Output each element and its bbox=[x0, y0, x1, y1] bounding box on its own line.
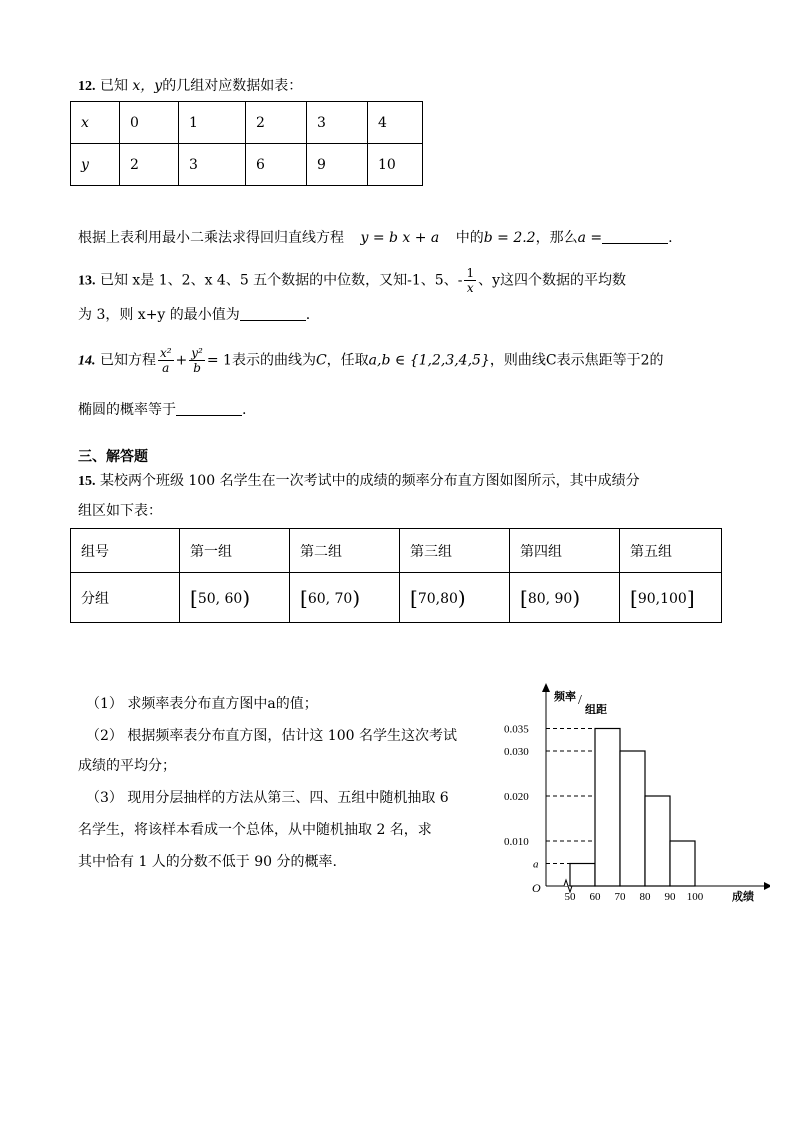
q15-text-1: 某校两个班级 100 名学生在一次考试中的成绩的频率分布直方图如图所示，其中成绩分 bbox=[99, 473, 640, 489]
q12-answer-blank[interactable] bbox=[602, 229, 668, 244]
q14-text-2: 椭圆的概率等于 bbox=[78, 402, 176, 418]
q12-end: . bbox=[668, 230, 673, 246]
q14-end: . bbox=[242, 402, 247, 418]
interval-body: 90,100 bbox=[637, 590, 687, 607]
q15-row-label: 分组 bbox=[71, 573, 180, 623]
y-label-top: 频率 bbox=[554, 691, 576, 703]
y-label-slash: / bbox=[578, 693, 582, 708]
interval-body: 70,80 bbox=[417, 590, 458, 607]
q13-end: . bbox=[305, 307, 311, 323]
y-label-bottom: 组距 bbox=[585, 704, 607, 716]
interval-open: [ bbox=[300, 585, 308, 610]
histogram-bar bbox=[620, 751, 645, 886]
q14-C: C bbox=[315, 352, 327, 369]
q12-y-cell: 6 bbox=[246, 144, 307, 186]
q15-part3c: 其中恰有 1 人的分数不低于 90 分的概率. bbox=[78, 854, 337, 870]
q15-interval-cell bbox=[400, 573, 510, 623]
q15-table bbox=[70, 528, 722, 623]
x-tick-label: 50 bbox=[564, 891, 576, 903]
q12-x-cell: 2 bbox=[246, 102, 307, 144]
x-tick-label: 90 bbox=[664, 891, 676, 903]
q13-text-2: 为 3，则 x+y 的最小值为 bbox=[78, 307, 240, 323]
q13-number: 13. bbox=[78, 273, 96, 289]
q14-f1-num: x² bbox=[159, 346, 172, 360]
q15-header-cell: 第二组 bbox=[290, 529, 400, 573]
x-tick-label: 60 bbox=[589, 891, 601, 903]
q12-x-cell: 0 bbox=[120, 102, 179, 144]
interval-open: [ bbox=[630, 585, 638, 610]
q14-f2-num: y² bbox=[191, 346, 203, 360]
x-tick-label: 80 bbox=[639, 891, 651, 903]
interval-close: ) bbox=[352, 585, 361, 610]
interval-open: [ bbox=[410, 585, 418, 610]
interval-open: [ bbox=[190, 585, 198, 610]
q13-fraction bbox=[464, 266, 476, 295]
q12-b-value: b = 2.2 bbox=[483, 230, 536, 246]
interval-body: 50, 60 bbox=[197, 590, 243, 607]
q14-fraction-1 bbox=[158, 346, 174, 375]
q15-line2: 组区如下表： bbox=[78, 503, 162, 519]
q15-part1: （1） 求频率表分布直方图中a的值； bbox=[86, 696, 318, 712]
q13-text-1-tail: 、y这四个数据的平均数 bbox=[478, 272, 627, 289]
histogram-chart bbox=[500, 682, 770, 912]
q13-frac-den: x bbox=[466, 281, 474, 295]
q12-y-cell: 3 bbox=[179, 144, 246, 186]
q14-text-b: = 1表示的曲线为 bbox=[206, 352, 316, 369]
q15-part3b: 名学生，将该样本看成一个总体，从中随机抽取 2 名，求 bbox=[78, 822, 432, 838]
interval-body: 60, 70 bbox=[307, 590, 353, 607]
q15-interval-cell bbox=[620, 573, 722, 623]
histogram-bar bbox=[645, 796, 670, 886]
q15-interval-cell bbox=[510, 573, 620, 623]
q13-text-1: 已知 x是 1、2、x 4、5 五个数据的中位数，又知-1、5、- bbox=[99, 272, 463, 289]
interval-open: [ bbox=[520, 585, 528, 610]
q14-text-d: ，则曲线C表示焦距等于2的 bbox=[489, 352, 664, 369]
q13-line1 bbox=[78, 266, 626, 295]
q12-header-y: y bbox=[71, 144, 120, 186]
q15-part2a: （2） 根据频率表分布直方图，估计这 100 名学生这次考试 bbox=[86, 728, 457, 744]
q14-plus: + bbox=[175, 352, 188, 369]
q15-number: 15. bbox=[78, 474, 96, 489]
histogram-bar bbox=[595, 729, 620, 887]
q12-header-x: x bbox=[71, 102, 120, 144]
q13-line2 bbox=[78, 305, 310, 325]
q12-intro: 已知 bbox=[99, 78, 128, 94]
y-tick-label: 0.010 bbox=[504, 836, 529, 848]
q12-table bbox=[70, 101, 423, 186]
y-tick-label: a bbox=[533, 858, 539, 871]
q12-vars: x，y bbox=[132, 78, 163, 94]
interval-close: ] bbox=[686, 585, 695, 610]
q15-interval-cell bbox=[180, 573, 290, 623]
q12-a-label: a = bbox=[577, 230, 603, 246]
q14-f2-den: b bbox=[193, 361, 201, 375]
section-title: 三、解答题 bbox=[78, 449, 148, 465]
q12-heading bbox=[78, 76, 302, 97]
q12-equation: y = b x + a bbox=[360, 230, 440, 246]
q13-answer-blank[interactable] bbox=[240, 306, 306, 321]
q12-x-cell: 3 bbox=[307, 102, 368, 144]
x-axis-arrow-icon bbox=[764, 882, 770, 890]
interval-close: ) bbox=[572, 585, 581, 610]
q14-f1-den: a bbox=[162, 361, 170, 375]
q12-number: 12. bbox=[78, 79, 96, 94]
origin-label: O bbox=[532, 881, 541, 895]
q12-question-line bbox=[78, 228, 673, 248]
x-label: 成绩 bbox=[732, 891, 754, 903]
q12-y-cell: 9 bbox=[307, 144, 368, 186]
q14-text-a: 已知方程 bbox=[99, 352, 156, 369]
q12-intro-tail: 的几组对应数据如表： bbox=[162, 78, 303, 94]
q14-number: 14. bbox=[78, 353, 96, 369]
y-tick-label: 0.020 bbox=[504, 791, 529, 803]
y-tick-label: 0.030 bbox=[504, 746, 529, 758]
q14-text-c: ，任取 bbox=[326, 352, 369, 369]
q15-header-cell: 组号 bbox=[71, 529, 180, 573]
q12-x-cell: 1 bbox=[179, 102, 246, 144]
q14-line2 bbox=[78, 400, 246, 420]
q15-interval-cell bbox=[290, 573, 400, 623]
q12-text-c: ，那么 bbox=[535, 230, 578, 246]
q14-fraction-2 bbox=[189, 346, 205, 375]
q12-text-b: 中的 bbox=[455, 230, 484, 246]
x-tick-label: 100 bbox=[686, 891, 704, 903]
q14-answer-blank[interactable] bbox=[176, 401, 242, 416]
interval-close: ) bbox=[242, 585, 251, 610]
q12-y-cell: 2 bbox=[120, 144, 179, 186]
q15-line1 bbox=[78, 471, 640, 492]
interval-body: 80, 90 bbox=[527, 590, 573, 607]
q12-text-a: 根据上表利用最小二乘法求得回归直线方程 bbox=[78, 230, 344, 246]
q15-header-cell: 第五组 bbox=[620, 529, 722, 573]
x-tick-label: 70 bbox=[614, 891, 626, 903]
q15-header-cell: 第四组 bbox=[510, 529, 620, 573]
q14-line1 bbox=[78, 346, 663, 375]
histogram-bar bbox=[570, 864, 595, 887]
q15-part2b: 成绩的平均分； bbox=[78, 758, 176, 774]
histogram-bar bbox=[670, 841, 695, 886]
interval-close: ) bbox=[457, 585, 466, 610]
q15-header-cell: 第一组 bbox=[180, 529, 290, 573]
q13-frac-num: 1 bbox=[466, 266, 475, 280]
q14-set: a,b ∈ {1,2,3,4,5} bbox=[368, 352, 490, 369]
q12-y-cell: 10 bbox=[368, 144, 423, 186]
y-tick-label: 0.035 bbox=[504, 723, 529, 736]
q15-header-cell: 第三组 bbox=[400, 529, 510, 573]
y-axis-arrow-icon bbox=[542, 683, 550, 692]
q15-part3a: （3） 现用分层抽样的方法从第三、四、五组中随机抽取 6 bbox=[86, 790, 449, 806]
q12-x-cell: 4 bbox=[368, 102, 423, 144]
